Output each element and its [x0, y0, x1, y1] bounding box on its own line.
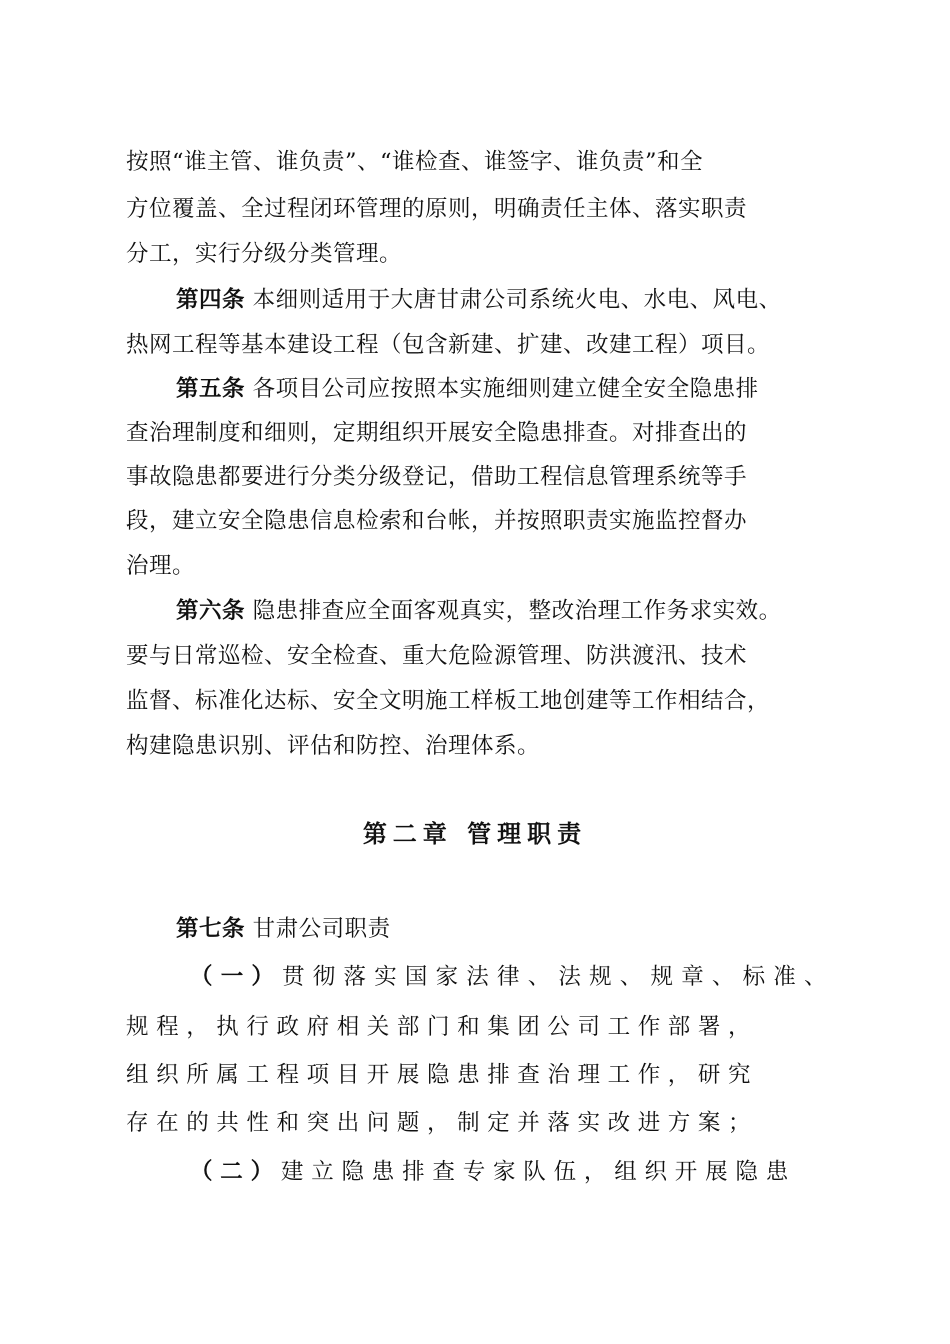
paragraph-line: 段，建立安全隐患信息检索和台帐，并按照职责实施监控督办	[126, 508, 748, 534]
paragraph-line: 查治理制度和细则，定期组织开展安全隐患排查。对排查出的	[126, 420, 748, 446]
item-2-text: 建立隐患排查专家队伍，组织开展隐患	[280, 1159, 797, 1185]
paragraph-line: 构建隐患识别、评估和防控、治理体系。	[126, 733, 541, 759]
paragraph-line: 治理。	[126, 553, 196, 579]
article-5-label: 第五条	[176, 376, 246, 402]
article-4-label: 第四条	[176, 287, 246, 313]
article-7-text: 甘肃公司职责	[252, 916, 391, 942]
article-6-label: 第六条	[176, 598, 246, 624]
paragraph-line: 事故隐患都要进行分类分级登记，借助工程信息管理系统等手	[126, 464, 748, 490]
article-4-text: 本细则适用于大唐甘肃公司系统火电、水电、风电、	[252, 287, 782, 313]
paragraph-line: 分工，实行分级分类管理。	[126, 241, 403, 267]
item-1-label: （一）	[190, 964, 283, 990]
paragraph-line: 按照“谁主管、谁负责”、“谁检查、谁签字、谁负责”和全	[126, 149, 704, 175]
item-1-text: 贯彻落实国家法律、法规、规章、标准、	[282, 964, 835, 990]
article-5-text: 各项目公司应按照本实施细则建立健全安全隐患排	[252, 376, 759, 402]
paragraph-line: 存在的共性和突出问题，制定并落实改进方案；	[126, 1110, 759, 1136]
article-4-first-line	[176, 285, 846, 315]
paragraph-line: 组织所属工程项目开展隐患排查治理工作，研究	[126, 1062, 759, 1088]
paragraph-line: 方位覆盖、全过程闭环管理的原则，明确责任主体、落实职责	[126, 196, 748, 222]
item-2-label: （二）	[190, 1159, 281, 1185]
article-5-first-line	[176, 374, 846, 404]
article-7-label: 第七条	[176, 916, 246, 942]
paragraph-line: 监督、标准化达标、安全文明施工样板工地创建等工作相结合，	[126, 688, 771, 714]
article-6-first-line	[176, 596, 846, 626]
article-6-text: 隐患排查应全面客观真实，整改治理工作务求实效。	[252, 598, 782, 624]
paragraph-line: 规程，执行政府相关部门和集团公司工作部署，	[126, 1014, 759, 1040]
chapter-title: 第二章 管理职责	[362, 819, 588, 848]
paragraph-line: 要与日常巡检、安全检查、重大危险源管理、防洪渡汛、技术	[126, 643, 748, 669]
paragraph-line: 热网工程等基本建设工程（包含新建、扩建、改建工程）项目。	[126, 332, 771, 358]
item-1-first-line	[190, 962, 846, 992]
article-7-first-line	[176, 914, 846, 944]
item-2-first-line	[190, 1157, 846, 1187]
